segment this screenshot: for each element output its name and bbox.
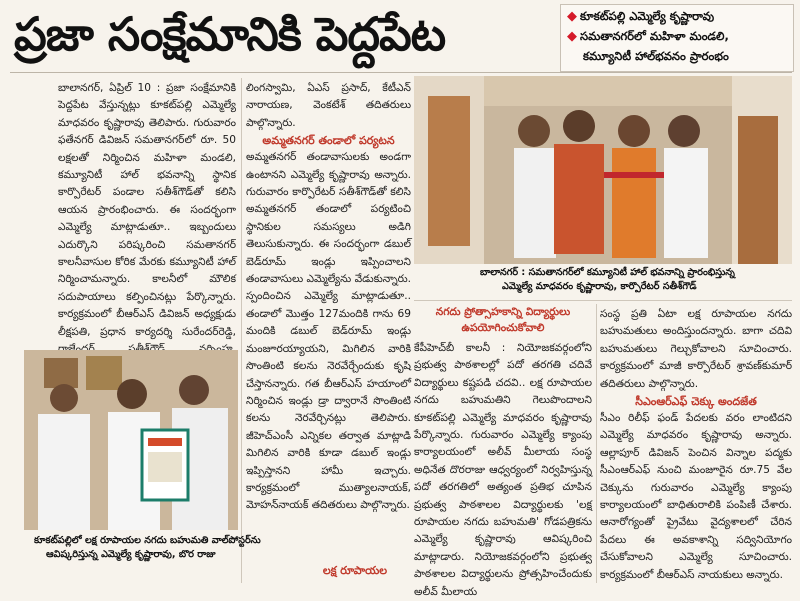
page-headline: ప్రజా సంక్షేమానికి పెద్దపేట	[14, 7, 446, 61]
bullet-icon: ◆	[567, 29, 577, 44]
column-divider	[241, 78, 242, 583]
article-body-4a: సంస్థ ప్రతి ఏటా లక్ష రూపాయల నగదు బహుమతులు అందిస్తుందన్నారు. బాగా చదివి బహుమతులు గెల్చుకోవాలని సూచించారు. కార్యక్రమంలో మాజీ కార్పొరేటర్ శ్రావణ్‌కుమార్ తదితరులు పాల్గొన్నారు.	[600, 308, 792, 390]
article-body-2b: అమ్మతనగర్ తండావాసులకు అండగా ఉంటానని ఎమ్మెల్యే కృష్ణారావు అన్నారు. గురువారం కార్పొరేటర్ సతీశ్‌గౌడ్‌తో కలిసి అమ్మతనగర్ తండాలో పర్యటించి స్థానికుల సమస్యలు అడిగి తెలుసుకున్నారు. ఈ సందర్భంగా డబుల్ బెడ్‌రూమ్ ఇండ్లు ఇప్పించాలని తండావాసులు ఎమ్మెల్యేను వేడుకున్నారు. స్పందించిన ఎమ్మెల్యే మాట్లాడుతూ.. తండాలో మొత్తం 127మందికి గాను 69 మందికి డబుల్ బెడ్‌రూమ్ ఇండ్లు మంజూరయ్యాయని, మిగిలిన వారికి సొంతింటి కలను నెరవేర్చేందుకు కృషి చేస్తానన్నారు. గత బీఆర్‌ఎస్ హయాంలో నిర్మించిన ఇండ్లు డ్రా ద్వారానే సొంతింటి కలను నెరవేర్చినట్లు తెలిపారు. జీహెచ్‌ఎంసీ ఎన్నికల తర్వాత మాట్లాడి మిగిలిన వారికి కూడా డబుల్ ఇండ్లు ఇప్పిస్తానని హామీ ఇచ్చారు. కార్యక్రమంలో ముత్యాలనాయక్, మోహన్‌నాయక్ తదితరులు పాల్గొన్నారు.	[246, 151, 412, 512]
caption-line-2: ఎమ్మెల్యే మాధవరం కృష్ణారావు, కార్పొరేటర్ సతీశ్‌గౌడ్	[502, 281, 697, 292]
photo-inauguration-image	[414, 76, 792, 264]
section-heading-cash-incentive: నగదు ప్రోత్సాహకాన్ని విద్యార్థులు ఉపయోగించుకోవాలి	[435, 306, 571, 334]
caption-line-1: కూకట్‌పల్లిలో లక్ష రూపాయల నగదు బహుమతి వాల్‌పోస్టర్‌ను	[34, 535, 261, 546]
article-body-1: బాలానగర్, ఏప్రిల్ 10 : ప్రజా సంక్షేమానికి పెద్దపేట వేస్తున్నట్లు కూకట్‌పల్లి ఎమ్మెల్యే మాధవరం కృష్ణారావు తెలిపారు. గురువారం ఫతేనగర్ డివిజన్ సమతానగర్‌లో రూ. 50 లక్షలతో నిర్మించిన మహిళా మండలి, కమ్యూనిటీ హాల్ భవనాన్ని స్థానిక కార్పొరేటర్ పండాల సతీశ్‌గౌడ్‌తో కలిసి ఆయన ప్రారంభించారు. ఈ సందర్భంగా ఎమ్మెల్యే మాట్లాడుతూ.. ఇబ్బందులు ఎదుర్కొని పరిష్కరించి సమతానగర్ కాలనీవాసుల కోరిక మేరకు కమ్యూనిటీ హాల్ నిర్మించామన్నారు. కాలనీలో మౌలిక సదుపాయాలు కల్పించినట్లు పేర్కొన్నారు. కార్యక్రమంలో బీఆర్‌ఎస్ డివిజన్ అధ్యక్షుడు లీక్షపతి, ప్రధాన కార్యదర్శి సురేందర్‌రెడ్డి,	[58, 82, 236, 338]
article-column-3	[414, 340, 592, 598]
photo-poster-launch-caption	[34, 534, 274, 562]
section-heading-laksha: లక్ష రూపాయల	[322, 564, 388, 577]
photo-inauguration-caption	[480, 266, 792, 294]
article-column-4	[600, 306, 792, 580]
article-body-2a: లింగస్వామి, ఏఎస్ ప్రసాద్, కేటీఎన్ నారాయణ, వెంకటేశ్ తదితరులు పాల్గొన్నారు.	[246, 82, 411, 129]
section-heading-thanda: అమ్మతనగర్ తండాలో పర్యటన	[262, 134, 395, 148]
bullet-icon: ◆	[567, 9, 577, 24]
subheadline-line-1: ◆ కూకట్‌పల్లి ఎమ్మెల్యే కృష్ణారావు	[567, 9, 715, 24]
article-body-4b: సీఎం రిలీఫ్ ఫండ్ పేదలకు వరం లాంటిదని ఎమ్మెల్యే మాధవరం కృష్ణారావు అన్నారు. ఆల్లాపూర్ డివిజన్ పెంచిన విన్నాల పద్మకు సీఎంఆర్ఎఫ్ నుంచి మంజూరైన రూ.75 వేల చెక్కును గురువారం ఎమ్మెల్యే క్యాంపు కార్యాలయంలో బాధితురాలికి పంపిణీ చేశారు. ఆనారోగ్యంతో ప్రైవేటు వైద్యశాలలో చేరిన పేదలు ఈ అవకాశాన్ని సద్వినియోగం చేసుకోవాలని ఎమ్మెల్యే సూచించారు. కార్యక్రమంలో బీఆర్‌ఎస్ నాయకులు అన్నారు.	[600, 412, 792, 581]
caption-line-1: బాలానగర్ : సమతానగర్‌లో కమ్యూనిటీ హాల్ భవనాన్ని ప్రారంభిస్తున్న	[480, 267, 735, 278]
subheadline-box	[560, 4, 794, 72]
top-divider	[10, 72, 792, 73]
section-heading-cmrf: సీఎంఆర్ఎఫ్ చెక్కు అందజేత	[635, 395, 757, 409]
subheadline-line-2: ◆ సమతానగర్‌లో మహిళా మండలి,	[567, 29, 729, 44]
article-column-2	[246, 80, 411, 580]
photo-inauguration	[414, 76, 792, 264]
article-column-1	[58, 80, 236, 348]
article-body-3: కేపీహెచ్‌బీ కాలనీ : నియోజకవర్గంలోని ప్రభుత్వ పాఠశాలల్లో పదో తరగతి చదివే విద్యార్థులు కష్టపడి చదవి.. లక్ష రూపాయల నగదు బహుమతిని గెలుపొందాలని కూకట్‌పల్లి ఎమ్మెల్యే మాధవరం కృష్ణారావు పేర్కొన్నారు. గురువారం ఎమ్మెల్యే క్యాంపు కార్యాలయంలో అలీవ్ మీలాయ సంస్థ అధినేత దొరరాజు ఆధ్వర్యంలో నిర్వహిస్తున్న పదో తరగతిలో అత్యంత ప్రతిభ చూపిన ప్రభుత్వ పాఠశాలల విద్యార్థులకు 'లక్ష రూపాయల నగదు బహుమతి' గోడపత్రికను ఎమ్మెల్యే కృష్ణారావు ఆవిష్కరించి మాట్లాడారు. నియోజకవర్గంలోని ప్రభుత్వ పాఠశాలల విద్యార్థులను ప్రోత్సహించేందుకు అలీవ్ మీలాయ	[414, 342, 592, 598]
subheadline-line-3: కమ్యూనిటీ హాల్‌భవనం ప్రారంభం	[583, 49, 729, 63]
photo-poster-launch	[24, 350, 238, 530]
photo-poster-launch-image	[24, 350, 238, 530]
caption-line-2: ఆవిష్కరిస్తున్న ఎమ్మెల్యే కృష్ణారావు, బొర రాజు	[46, 549, 216, 560]
column-divider	[596, 304, 597, 583]
section-divider	[414, 300, 792, 301]
